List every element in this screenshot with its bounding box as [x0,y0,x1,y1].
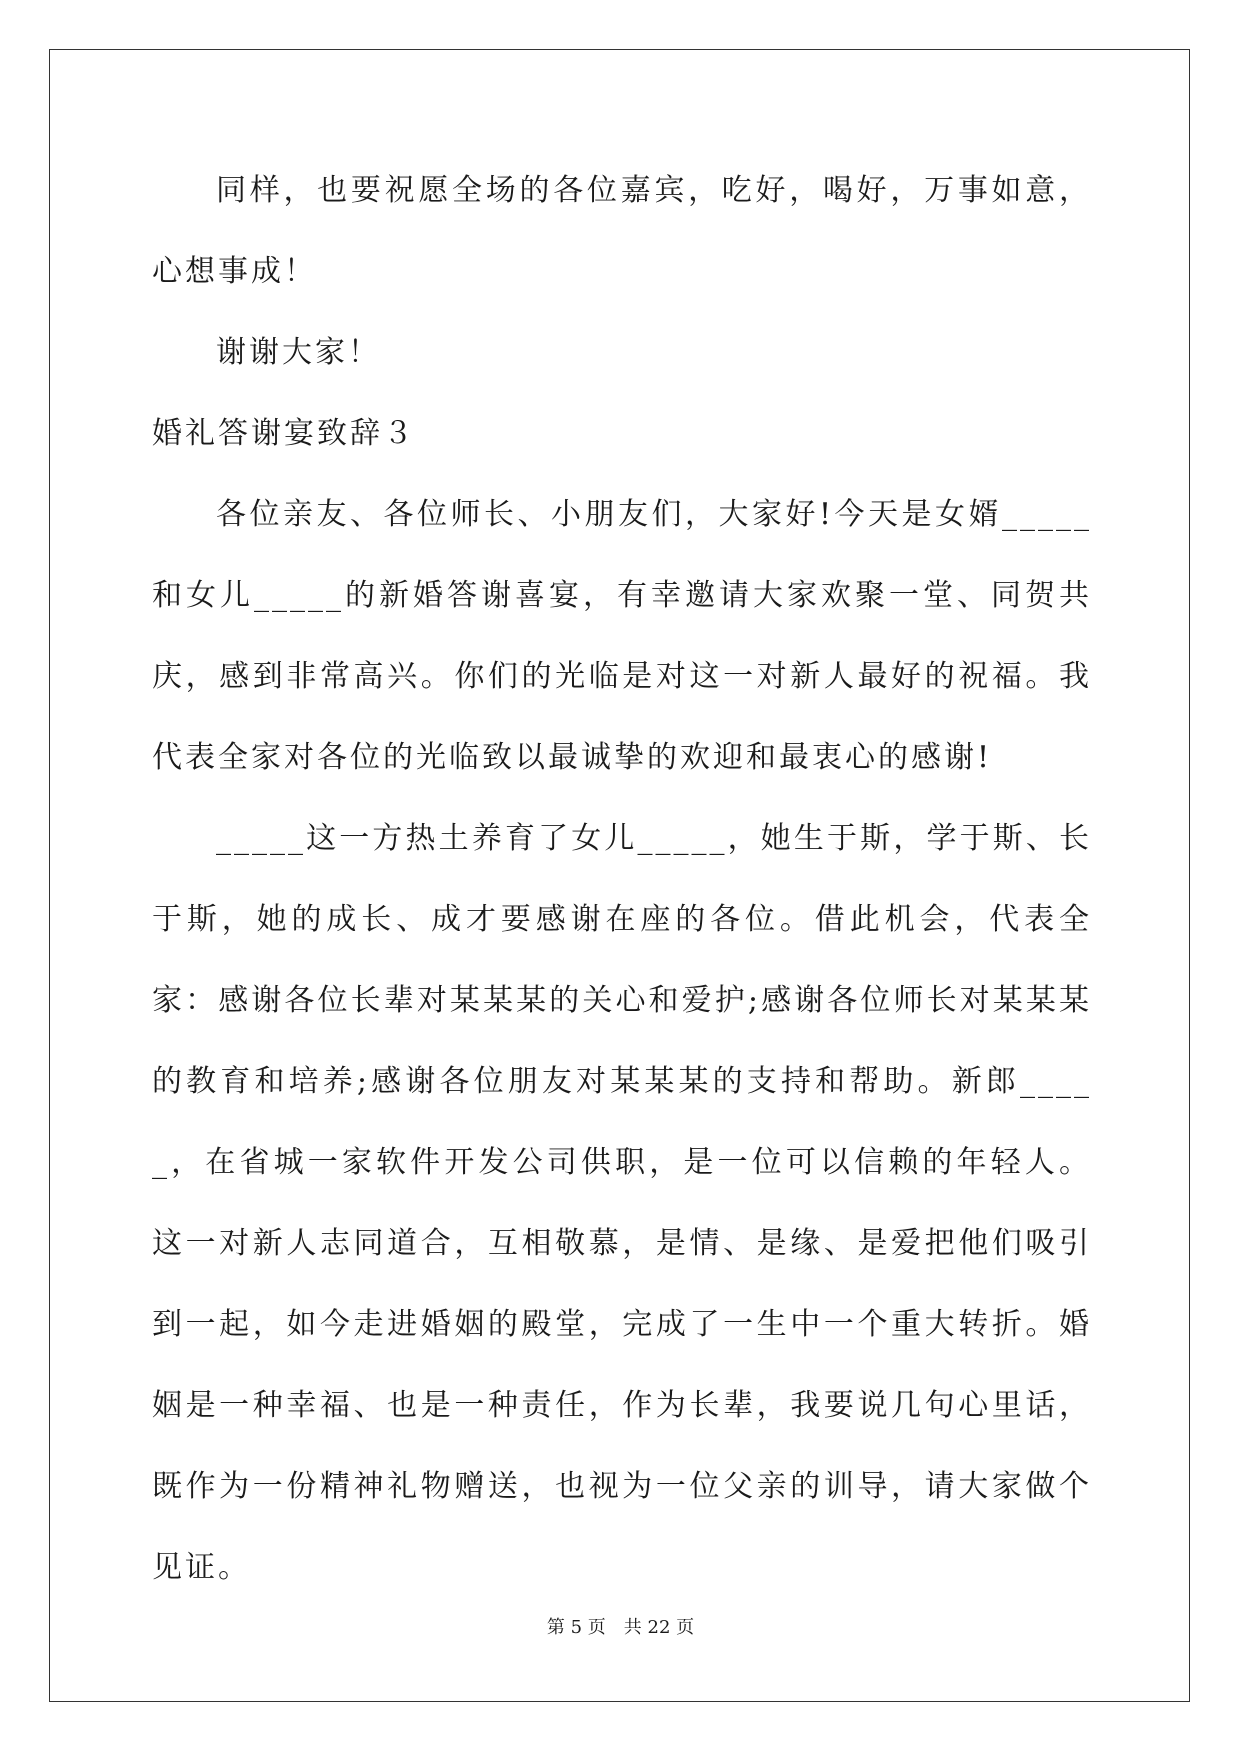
paragraph-welcome: 各位亲友、各位师长、小朋友们，大家好!今天是女婿_____和女儿_____的新婚答谢喜宴，有幸邀请大家欢聚一堂、同贺共庆，感到非常高兴。你们的光临是对这一对新人最好的祝福。我代表全家对各位的光临致以最诚挚的欢迎和最衷心的感谢! [152,497,1092,775]
paragraph-speech: _____这一方热土养育了女儿_____，她生于斯，学于斯、长于斯，她的成长、成才要感谢在座的各位。借此机会，代表全家：感谢各位长辈对某某某的关心和爱护;感谢各位师长对某某某的教育和培养;感谢各位朋友对某某某的支持和帮助。新郎_____，在省城一家软件开发公司供职，是一位可以信赖的年轻人。这一对新人志同道合，互相敬慕，是情、是缘、是爱把他们吸引到一起，如今走进婚姻的殿堂，完成了一生中一个重大转折。婚姻是一种幸福、也是一种责任，作为长辈，我要说几句心里话，既作为一份精神礼物赠送，也视为一位父亲的训导，请大家做个见证。 [152,821,1092,1585]
page-number: 第 5 页 [546,1617,606,1638]
page-total: 共 22 页 [623,1617,695,1638]
paragraph-blessing: 同样，也要祝愿全场的各位嘉宾，吃好，喝好，万事如意，心想事成！ [152,173,1092,289]
document-body [152,150,1092,1608]
section-heading: 婚礼答谢宴致辞３ [152,416,416,451]
paragraph-thanks: 谢谢大家！ [216,335,381,370]
page-footer [0,1613,1241,1639]
